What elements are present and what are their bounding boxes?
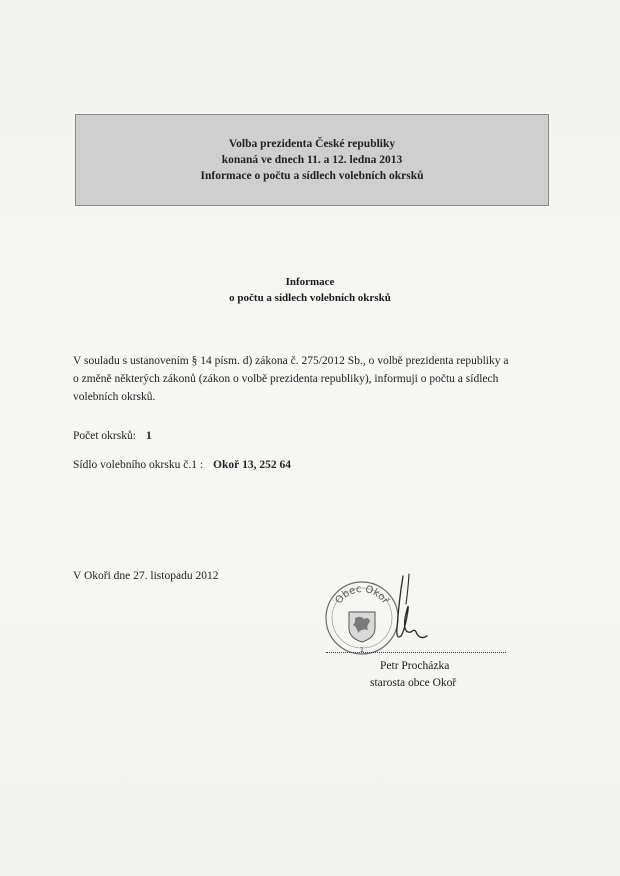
header-box — [75, 114, 549, 206]
handwritten-signature — [375, 570, 445, 650]
district-seat-value: Okoř 13, 252 64 — [213, 459, 291, 471]
header-title-line-3: Informace o počtu a sídlech volebních okrsků — [200, 170, 424, 182]
header-title-line-2: konaná ve dnech 11. a 12. ledna 2013 — [221, 154, 403, 166]
header-title-line-1: Volba prezidenta České republiky — [228, 138, 396, 150]
stamp-number: 1 — [359, 646, 365, 654]
paragraph-line-3: volebních okrsků. — [73, 391, 156, 403]
district-count-value: 1 — [145, 430, 152, 442]
signature-line — [326, 652, 506, 653]
body-paragraph — [73, 352, 543, 406]
paragraph-line-2: o změně některých zákonů (zákon o volbě prezidenta republiky), informuji o počtu a sídlech — [73, 373, 499, 385]
section-title-line-1: Informace — [285, 276, 335, 288]
district-count-label: Počet okrsků: — [73, 430, 136, 442]
place-date: V Okoři dne 27. listopadu 2012 — [73, 570, 219, 582]
signer-name: Petr Procházka — [380, 660, 450, 672]
signer-role: starosta obce Okoř — [370, 677, 457, 689]
district-seat-label: Sídlo volebního okrsku č.1 : — [73, 459, 204, 471]
district-seat-row — [73, 457, 291, 473]
coat-of-arms-icon — [349, 612, 375, 642]
section-title-line-2: o počtu a sídlech volebních okrsků — [229, 292, 391, 304]
district-count-row — [73, 428, 152, 444]
stamp-text: Obec Okoř — [333, 583, 391, 607]
paragraph-line-1: V souladu s ustanovením § 14 písm. d) zákona č. 275/2012 Sb., o volbě prezidenta republiky a — [73, 355, 509, 367]
